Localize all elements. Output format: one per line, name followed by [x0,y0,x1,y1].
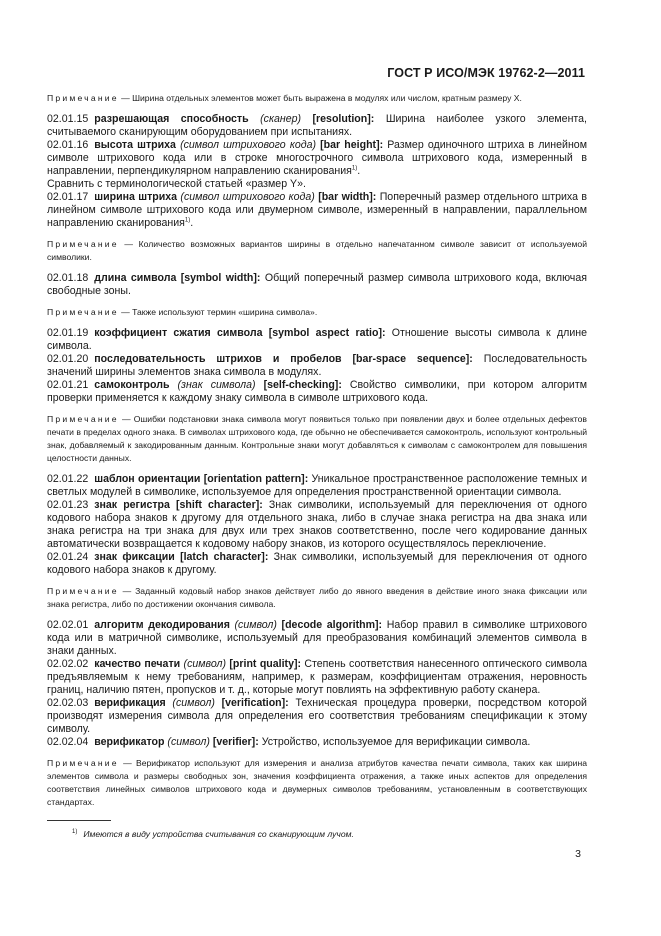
entry-number: 02.01.18 [47,272,89,284]
entry-domain: (символ штрихового кода) [180,191,315,203]
entry-domain: (знак символа) [177,379,256,391]
entry-definition: Последовательность значений ширины элементов знака символа в модулях. [47,353,588,378]
entry-number: 02.01.15 [47,113,89,125]
entry-term: верификатор [94,736,165,748]
note-text: — Также используют термин «ширина символа». [121,307,318,317]
entry-number: 02.01.20 [47,353,89,365]
entry-number: 02.02.02 [47,658,89,670]
entry-english: [self-checking]: [263,379,342,391]
entry-number: 02.01.19 [47,327,89,339]
term-entry-02-01-21 [47,379,587,405]
term-entry-02-02-03 [47,697,587,736]
term-entry-02-01-20 [47,353,587,379]
entry-number: 02.02.01 [47,619,89,631]
note-label: Примечание [47,414,119,424]
note [47,757,587,809]
entry-term: знак фиксации [94,551,175,563]
note-label: Примечание [47,93,119,103]
note-text: — Заданный кодовый набор знаков действует либо до явного введения в действие иного знака фиксации или знака регистра, либо по достижении окончания символа. [47,586,587,609]
entry-number: 02.01.17 [47,191,89,203]
footnote-ref: 1) [184,217,191,224]
footnote [72,829,354,839]
entry-term: разрешающая способность [94,113,249,125]
entry-english: [orientation pattern]: [203,473,309,485]
entry-term: высота штриха [94,139,176,151]
entry-domain: (символ) [172,697,215,709]
entry-english: [latch character]: [180,551,269,563]
term-entry-02-01-17: 02.01.17 ширина штриха (символ штрихового кода) [bar width]: Поперечный размер отдельного штриха в линейном символе штрихового кода или двумерном символе, измеренный в направлении, параллельном направлению сканирования$^{1)}$. [47,191,587,229]
term-entry-02-02-02 [47,658,587,697]
footnote-divider [47,820,111,821]
term-entry-02-02-04 [47,736,587,749]
entry-term: знак регистра [94,499,170,511]
term-entry-02-01-15 [47,113,587,139]
entry-definition: Знак символики, используемый для переключения от одного кодового набора знаков к другому для отдельного знака, либо в случае знака регистра на два знака или знака регистра на три знака для двух или трех знаков соответственно, после чего кодирование данных автоматически возвращается к кодовому набору знаков, из которого осуществлялось переключение. [47,499,587,550]
entry-term: самоконтроль [94,379,170,391]
note-label: Примечание [47,307,119,317]
note [47,92,587,105]
note [47,306,587,319]
entry-english: [symbol aspect ratio]: [268,327,386,339]
page-content [47,92,587,817]
entry-definition: Поперечный размер отдельного штриха в линейном символе штрихового кода или двумерном символе, измеренный в направлении, параллельном направлению сканирования [47,191,587,229]
entry-term: шаблон ориентации [94,473,201,485]
entry-definition: Ширина наиболее узкого элемента, считываемого сканирующим оборудованием при испытаниях. [47,113,587,138]
entry-term: алгоритм декодирования [94,619,230,631]
note-text: — Количество возможных вариантов ширины в отдельно напечатанном символе зависит от используемой символики. [47,239,587,262]
entry-english: [decode algorithm]: [281,619,383,631]
entry-term: длина символа [94,272,177,284]
entry-english: [verification]: [221,697,289,709]
note [47,413,587,465]
entry-definition: Техническая процедура проверки, посредством которой производят измерения символа для определения его соответствия требованиям спецификации к этому символу. [47,697,587,735]
entry-definition: Свойство символики, при котором алгоритм проверки применяется к каждому знаку символа в символе штрихового кода. [47,379,587,404]
entry-english: [symbol width]: [180,272,261,284]
term-entry-02-01-18 [47,272,587,298]
entry-english: [bar height]: [320,139,384,151]
entry-definition: Знак символики, используемый для переключения от одного кодового набора знаков к другому. [47,551,587,576]
entry-domain: (символ) [167,736,210,748]
entry-term: ширина штриха [94,191,178,203]
term-entry-02-01-16: 02.01.16 высота штриха (символ штрихового кода) [bar height]: Размер одиночного штриха в линейном символе штрихового кода или в строке многострочного символа штрихового кода, измеренный в направлении, перпендикулярном направлению сканирования$^{1)}$. Сравнить с терминологической статьей «размер Y». [47,139,587,190]
term-entry-02-01-19 [47,327,587,353]
entry-cross-reference: Сравнить с терминологической статьей «размер Y». [47,178,306,190]
note-label: Примечание [47,586,119,596]
entry-domain: (символ) [183,658,226,670]
standard-header: ГОСТ Р ИСО/МЭК 19762-2—2011 [387,66,585,80]
term-entry-02-01-24 [47,551,587,577]
note-text: — Ошибки подстановки знака символа могут появиться только при появлении двух и более отдельных дефектов печати в пределах одного знака. В символах штрихового кода, где обычно не обеспечивается самоконтроль, используют контрольный знак, добавляемый к закодированным данным. Контрольные знаки могут добавляться к символам с самоконтролем для повышения целостности данных. [47,414,587,463]
entry-definition: Степень соответствия нанесенного оптического символа предъявляемым к нему требованиям, например, к размерам, коэффициентам отражения, неровность границ, наличию пятен, пропусков и т. д., которые могут повлиять на эффективную работу сканера. [47,658,588,696]
entry-number: 02.01.21 [47,379,89,391]
entry-definition: Устройство, используемое для верификации символа. [261,736,531,748]
entry-term: верификация [94,697,166,709]
entry-term: коэффициент сжатия символа [94,327,263,339]
footnote-mark: 1) [72,829,78,836]
note [47,585,587,611]
entry-domain: (символ штрихового кода) [180,139,316,151]
note-text: — Ширина отдельных элементов может быть выражена в модулях или числом, кратным размеру X. [121,93,522,103]
entry-definition: Набор правил в символике штрихового кода или в матричной символике, используемый для преобразования комбинаций элементов символа в знаки данных. [47,619,587,657]
entry-english: [resolution]: [312,113,375,125]
note-text: — Верификатор используют для измерения и анализа атрибутов качества печати символа, таких как ширина элементов символа и размеры свободных зон, значения коэффициента отражения, а также иных аспектов для определения соответствия линейных символов штрихового кода и двумерных символов требованиям, установленным в соответствующих стандартах. [47,758,587,807]
note [47,238,587,264]
entry-definition: Отношение высоты символа к длине символа. [47,327,587,352]
entry-number: 02.01.16 [47,139,89,151]
entry-english: [bar width]: [318,191,377,203]
entry-term: последовательность штрихов и пробелов [94,353,342,365]
entry-definition: Размер одиночного штриха в линейном символе штрихового кода или в строке многострочного символа штрихового кода, измеренный в направлении, перпендикулярном направлению сканирования [47,139,587,177]
footnote-ref: 1) [351,165,358,172]
entry-english: [print quality]: [229,658,302,670]
term-entry-02-02-01 [47,619,587,658]
entry-english: [verifier]: [212,736,259,748]
entry-definition: Уникальное пространственное расположение темных и светлых модулей в символике, используемое для определения пространственной ориентации символа. [47,473,587,498]
note-label: Примечание [47,758,119,768]
note-label: Примечание [47,239,119,249]
entry-domain: (символ) [234,619,277,631]
term-entry-02-01-22 [47,473,587,499]
term-entry-02-01-23 [47,499,587,551]
entry-domain: (сканер) [260,113,302,125]
entry-number: 02.01.22 [47,473,89,485]
entry-term: качество печати [94,658,181,670]
page-number: 3 [575,848,581,860]
entry-number: 02.01.23 [47,499,89,511]
entry-number: 02.02.04 [47,736,89,748]
footnote-text: Имеются в виду устройства считывания со сканирующим лучом. [83,829,354,839]
entry-number: 02.02.03 [47,697,89,709]
entry-definition: Общий поперечный размер символа штрихового кода, включая свободные зоны. [47,272,587,297]
entry-english: [shift character]: [176,499,263,511]
entry-number: 02.01.24 [47,551,89,563]
entry-english: [bar-space sequence]: [352,353,473,365]
